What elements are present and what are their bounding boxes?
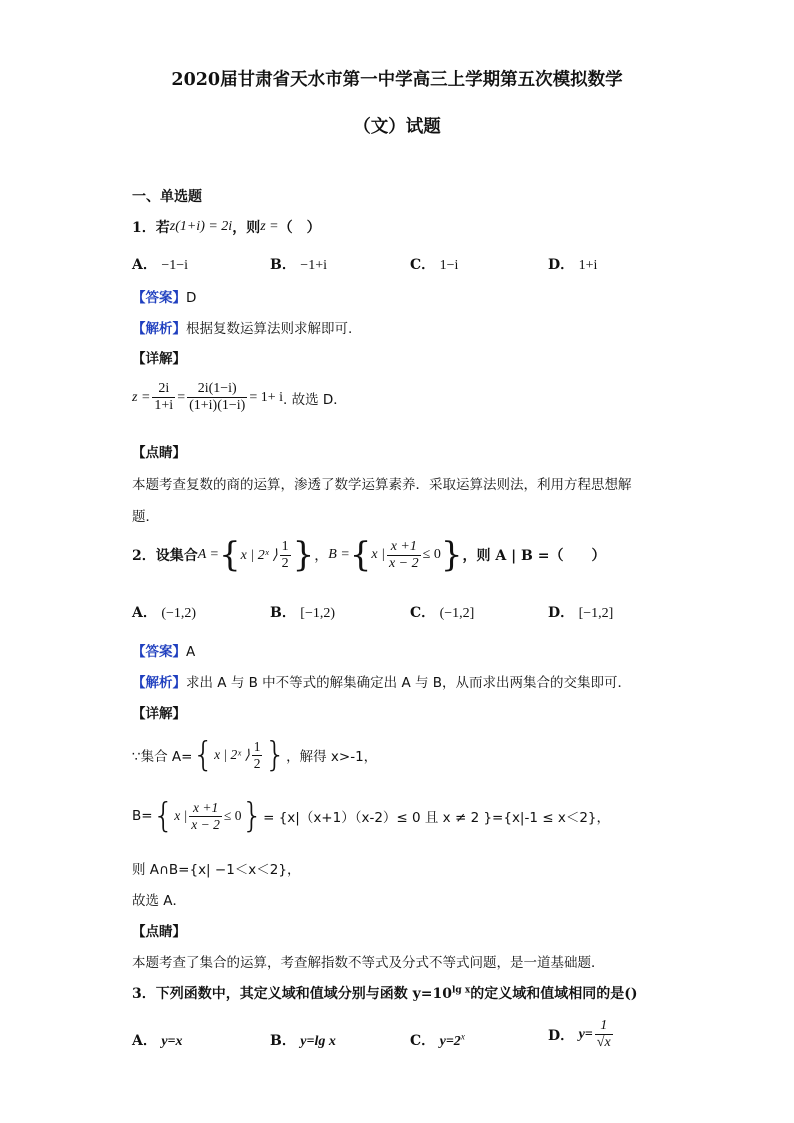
q1-analysis: 【解析】根据复数运算法则求解即可. — [132, 321, 353, 337]
q3-option-d: D． y= $\frac{1}{√x}$ — [548, 1018, 611, 1050]
q1-stem-mid: ，则 — [232, 220, 261, 236]
q2-comment: 本题考查了集合的运算，考查解指数不等式及分式不等式问题，是一道基础题． — [132, 955, 605, 971]
q1-detail-equation: z = $\frac{2i}{1+i}$ = $\frac{2i(1-i)}{(1+i)(1-i)}$ = 1+ i . 故选 D． — [132, 381, 347, 413]
q1-stem — [132, 217, 321, 237]
answer-label: 【答案】 — [132, 290, 186, 306]
q2-stem: 2． 设集合 A = { x | 2ˣ ⟩ $\frac{1}{2}$ } ， B = { x | $\frac{x +1}{x - 2}$ ≤ 0 } ，则 A | B =（ ） — [132, 535, 606, 575]
q1-stem-pre: 若 — [155, 220, 170, 236]
page-title-line2: （文）试题 — [353, 117, 441, 137]
q2-detail-line1: ∵集合 A= { x | 2ˣ ⟩ $\frac{1}{2}$ } ，解得 x>-1， — [132, 735, 378, 775]
analysis-label: 【解析】 — [132, 321, 186, 337]
fraction: $\frac{2i(1-i)}{(1+i)(1-i)}$ — [189, 381, 246, 413]
q2-option-a: A． (−1,2) — [132, 605, 197, 621]
q2-comment-label: 【点睛】 — [132, 924, 186, 940]
q2-option-b: B． [−1,2) — [270, 605, 336, 621]
q2-detail-line4: 故选 A． — [132, 893, 187, 909]
q1-comment-line1: 本题考查复数的商的运算，渗透了数学运算素养．采取运算法则法，利用方程思想解 — [132, 477, 632, 493]
q1-comment-label: 【点睛】 — [132, 445, 186, 461]
section-heading: 一、单选题 — [132, 189, 202, 205]
q2-detail-line3: 则 A∩B={x| −1＜x＜2}， — [132, 862, 301, 878]
q2-option-c: C． (−1,2] — [410, 605, 475, 621]
q1-stem-expr: z(1+i) = 2i — [169, 219, 233, 234]
q1-answer: 【答案】D — [132, 290, 197, 306]
q1-comment-line2: 题． — [132, 509, 159, 525]
q3-option-b: B． y=lg x — [270, 1033, 336, 1049]
q1-option-d: D． 1+i — [548, 257, 598, 273]
q1-stem-post: （ ） — [278, 220, 321, 236]
q1-stem-expr2: z = — [260, 219, 279, 234]
q2-detail-line2: B= { x | $\frac{x +1}{x - 2}$ ≤ 0 } = {x|（x+1）（x-2）≤ 0 且 x ≠ 2 }={x|-1 ≤ x＜2}， — [132, 796, 611, 836]
q1-option-b: B． −1+i — [270, 257, 327, 273]
q3-stem: 3．下列函数中，其定义域和值域分别与函数 $y=10^{lg x}$的定义域和值域相同的是() — [132, 985, 638, 1002]
fraction: $\frac{2i}{1+i}$ — [154, 381, 174, 413]
q2-answer: 【答案】A — [132, 644, 196, 660]
q1-number: 1． — [132, 220, 156, 236]
q3-option-c: C． $y=2^x$ — [410, 1031, 465, 1049]
q2-option-d: D． [−1,2] — [548, 605, 614, 621]
q2-detail-label: 【详解】 — [132, 706, 186, 722]
q1-option-a: A． −1−i — [132, 257, 189, 273]
q1-detail-label: 【详解】 — [132, 351, 186, 367]
q1-option-c: C． 1−i — [410, 257, 459, 273]
q2-analysis: 【解析】求出 A 与 B 中不等式的解集确定出 A 与 B，从而求出两集合的交集即可． — [132, 675, 632, 691]
page-title: 2020届甘肃省天水市第一中学高三上学期第五次模拟数学 — [171, 70, 623, 90]
q3-option-a: A． y=x — [132, 1033, 183, 1049]
